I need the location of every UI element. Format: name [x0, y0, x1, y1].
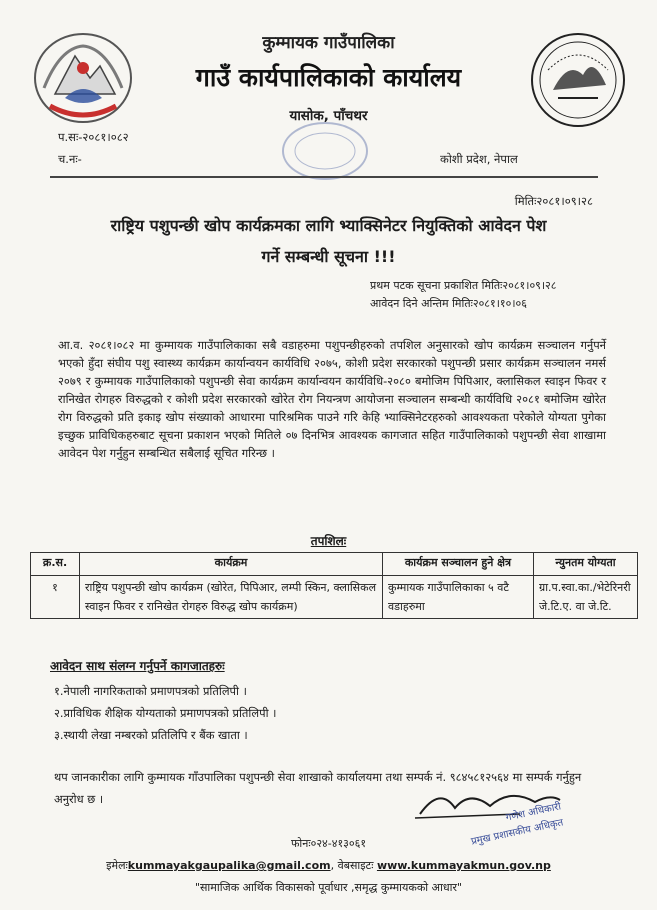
required-documents-heading: आवेदन साथ संलग्न गर्नुपर्ने कागजातहरुः	[50, 659, 225, 673]
official-stamp	[280, 120, 370, 182]
signatory-designation: प्रमुख प्रशासकीय अधिकृत	[470, 817, 565, 848]
application-deadline: आवेदन दिने अन्तिम मितिः२०८१।१०।०६	[370, 297, 527, 310]
cell-area: कुम्मायक गाउँपालिकाका ५ वटै वडाहरुमा	[383, 576, 534, 619]
notice-date: मितिः२०८१।०९।२८	[514, 194, 593, 208]
contact-note: थप जानकारीका लागि कुम्मायक गाँउपालिका पशुपन्छी सेवा शाखाको कार्यालयमा तथा सम्पर्क नं. ९८४५८१२५६४ मा सम्पर्क गर्नुहुन अनुरोध छ ।	[54, 770, 582, 806]
document-item: ३.स्थायी लेखा नम्बरको प्रतिलिपि र बैंक खाता ।	[54, 728, 248, 742]
document-item: २.प्राविधिक शैक्षिक योग्यताको प्रमाणपत्रको प्रतिलिपी ।	[54, 706, 277, 720]
col-area: कार्यक्रम सञ्चालन हुने क्षेत्र	[383, 553, 534, 576]
reference-number: प.सः-२०८१।०८२	[58, 130, 129, 144]
details-caption: तपशिलः	[310, 534, 347, 548]
details-table	[30, 552, 638, 619]
office-name: कुम्मायक गाउँपालिका	[262, 33, 395, 53]
footer-slogan: "सामाजिक आर्थिक विकासको पूर्वाधार ,समृद्ध कुम्मायकको आधार"	[194, 881, 463, 894]
email-link[interactable]: kummayakgaupalika@gmail.com	[127, 859, 331, 872]
first-published-date: प्रथम पटक सूचना प्रकाशित मितिः२०८१।०९।२८	[370, 279, 557, 292]
footer-phone: फोनः०२४-४१३०६१	[290, 837, 367, 850]
notice-title-line-1: राष्ट्रिय पशुपन्छी खोप कार्यक्रमका लागि भ्याक्सिनेटर नियुक्तिको आवेदन पेश	[110, 216, 547, 235]
col-qualification: न्युनतम योग्यता	[534, 553, 638, 576]
notice-body: आ.व. २०८१।०८२ मा कुम्मायक गाउँपालिकाका सबै वडाहरुमा पशुपन्छीहरुको तपशिल अनुसारको खोप कार्यक्रम सञ्चालन गर्नुपर्ने भएको हुँदा संघीय पशु स्वास्थ्य कार्यक्रम कार्यान्वयन कार्यविधि २०७५, कोशी प्रदेश सरकारको पशुपन्छी प्रसार कार्यक्रम सञ्चालन नमर्स २०७९ र कुम्मायक गाउँपालिकाको पशुपन्छी सेवा कार्यक्रम कार्यान्वयन कार्यविधि-२०८० बमोजिम पिपिआर, क्लासिकल स्वाइन फिवर र रानिखेत रोगहरु विरुद्धको र कोशी प्रदेश सरकारको खोरेत रोग नियन्त्रण आयोजना सञ्चालन सम्बन्धी कार्यविधि २०८१ बमोजिम खोरेत रोग विरुद्धको प्रति इकाइ खोप संख्याको आधारमा पारिश्रमिक पाउने गरि केहि भ्याक्सिनेटरहरुको आवश्यकता परेकोले योग्यता पुगेका इच्छुक प्राविधिकहरुबाट सूचना प्रकाशन भएको मितिले ०७ दिनभित्र आवश्यक कागजात सहित गाउँपालिकाको पशुपन्छी सेवा शाखामा आवेदन पेश गर्नुहुन सम्बन्धित सबैलाई सूचित गरिन्छ ।	[58, 338, 606, 460]
handwritten-signature	[410, 780, 590, 820]
signatory-name: गणेश अधिकारी	[504, 801, 563, 824]
office-main-title: गाउँ कार्यपालिकाको कार्यालय	[195, 63, 462, 92]
cell-sn: १	[31, 576, 80, 619]
col-program: कार्यक्रम	[80, 553, 383, 576]
col-sn: क्र.स.	[31, 553, 80, 576]
cell-qualification: ग्रा.प.स्वा.का./भेटेरिनरी जे.टि.ए. वा जे.टि.	[534, 576, 638, 619]
office-address: यासोक, पाँचथर	[289, 108, 368, 124]
province-label: कोशी प्रदेश, नेपाल	[440, 152, 518, 166]
website-label: , वेबसाइटः	[330, 859, 374, 872]
notice-title-line-2: गर्ने सम्बन्धी सूचना !!!	[261, 247, 396, 266]
footer-contact-row	[0, 858, 657, 873]
dispatch-number: च.नः-	[58, 152, 82, 166]
cell-program: राष्ट्रिय पशुपन्छी खोप कार्यक्रम (खोरेत, पिपिआर, लम्पी स्किन, क्लासिकल स्वाइन फिवर र रानिखेत रोगहरु विरुद्ध खोप कार्यक्रम)	[80, 576, 383, 619]
document-item: १.नेपाली नागरिकताको प्रमाणपत्रको प्रतिलिपी ।	[54, 684, 247, 698]
website-link[interactable]: www.kummayakmun.gov.np	[376, 859, 551, 872]
table-header-row	[31, 553, 638, 576]
table-row	[31, 576, 638, 619]
email-label: इमेलः	[106, 859, 128, 872]
header-divider	[50, 176, 598, 178]
